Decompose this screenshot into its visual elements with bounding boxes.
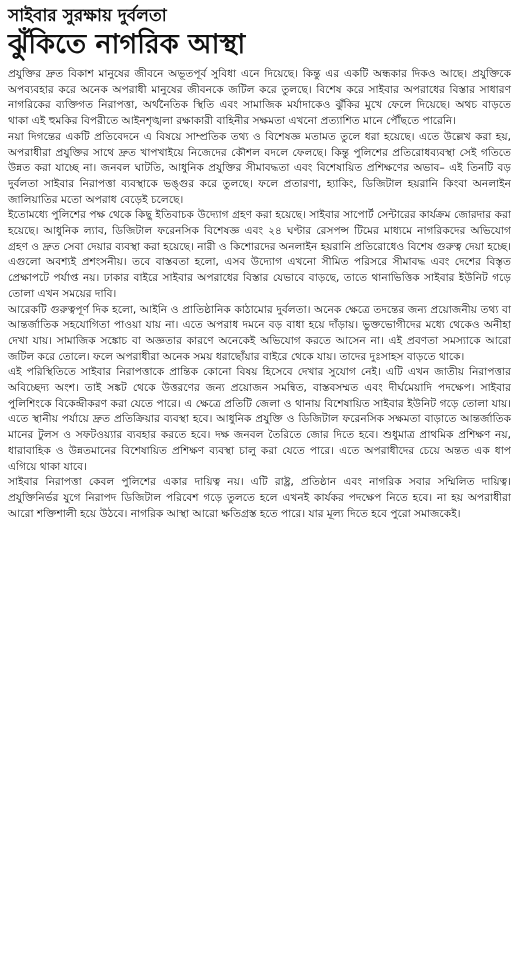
article-paragraph: প্রযুক্তির দ্রুত বিকাশ মানুষের জীবনে অভূতপূর্ব সুবিধা এনে দিয়েছে। কিন্তু এর একটি অন্ধকার দিকও আছে। প্রযুক্তিকে অপব্যবহার করে অনেক অপরাধী মানুষের জীবনকে জটিল করে তুলছে। বিশেষ করে সাইবার অপরাধের বিস্তার সাধারণ নাগরিকের ব্যক্তিগত নিরাপত্তা, অর্থনৈতিক স্থিতি এবং সামাজিক মর্যাদাকেও ঝুঁকির মুখে ফেলে দিয়েছে। অথচ বাড়তে থাকা এই হুমকির বিপরীতে আইনশৃঙ্খলা রক্ষাকারী বাহিনীর সক্ষমতা এখনো প্রত্যাশিত মানে পৌঁছতে পারেনি।: [8, 68, 511, 128]
article-body: [8, 67, 511, 522]
article-paragraph: এই পরিস্থিতিতে সাইবার নিরাপত্তাকে প্রান্তিক কোনো বিষয় হিসেবে দেখার সুযোগ নেই। এটি এখন জাতীয় নিরাপত্তার অবিচ্ছেদ্য অংশ। তাই সঙ্কট থেকে উত্তরণের জন্য প্রয়োজন সমন্বিত, বাস্তবসম্মত এবং দীর্ঘমেয়াদি পদক্ষেপ। সাইবার পুলিশিংকে বিকেন্দ্রীকরণ করা যেতে পারে। এ ক্ষেত্রে প্রতিটি জেলা ও থানায় বিশেষায়িত সাইবার ইউনিট গড়ে তোলা যায়। এতে স্থানীয় পর্যায়ে দ্রুত প্রতিক্রিয়ার ব্যবস্থা হবে। আধুনিক প্রযুক্তি ও ডিজিটাল ফরেনসিক সক্ষমতা বাড়াতে আন্তর্জাতিক মানের টুলস ও সফটওয়্যার ব্যবহার করতে হবে। দক্ষ জনবল তৈরিতে জোর দিতে হবে। শুধুমাত্র প্রাথমিক প্রশিক্ষণ নয়, ধারাবাহিক ও উন্নতমানের বিশেষায়িত প্রশিক্ষণ ব্যবস্থা চালু করা যেতে পারে। এতে অপরাধীদের চেয়ে অন্তত এক ধাপ এগিয়ে থাকা যাবে।: [8, 366, 511, 473]
article-headline: ঝুঁকিতে নাগরিক আস্থা: [8, 29, 246, 60]
article-paragraph: নয়া দিগন্তের একটি প্রতিবেদনে এ বিষয়ে সাম্প্রতিক তথ্য ও বিশেষজ্ঞ মতামত তুলে ধরা হয়েছে। এতে উল্লেখ করা হয়, অপরাধীরা প্রযুক্তির সাথে দ্রুত খাপখাইয়ে নিজেদের কৌশল বদলে ফেলছে। কিন্তু পুলিশের প্রতিরোধব্যবস্থা সেই গতিতে উন্নত করা যাচ্ছে না। জনবল ঘাটতি, আধুনিক প্রযুক্তির সীমাবদ্ধতা এবং বিশেষায়িত প্রশিক্ষণের অভাব– এই তিনটি বড় দুর্বলতা সাইবার নিরাপত্তা ব্যবস্থাকে ভঙ্গুর করে তুলছে। ফলে প্রতারণা, হ্যাকিং, ডিজিটাল হয়রানি কিংবা অনলাইন জালিয়াতির মতো অপরাধ বেড়েই চলেছে।: [8, 130, 511, 206]
article-paragraph: ইতোমধ্যে পুলিশের পক্ষ থেকে কিছু ইতিবাচক উদ্যোগ গ্রহণ করা হয়েছে। সাইবার সাপোর্ট সেন্টারের কার্যক্রম জোরদার করা হয়েছে। আধুনিক ল্যাব, ডিজিটাল ফরেনসিক বিশেষজ্ঞ এবং ২৪ ঘণ্টার রেসপন্স টিমের মাধ্যমে নাগরিকদের অভিযোগ গ্রহণ ও দ্রুত সেবা দেয়ার ব্যবস্থা করা হয়েছে। নারী ও কিশোরদের অনলাইন হয়রানি প্রতিরোধেও বিশেষ গুরুত্ব দেয়া হচ্ছে। এগুলো অবশ্যই প্রশংসনীয়। তবে বাস্তবতা হলো, এসব উদ্যোগ এখনো সীমিত পরিসরে সীমাবদ্ধ এবং দেশের বিস্তৃত প্রেক্ষাপটে পর্যাপ্ত নয়। ঢাকার বাইরে সাইবার অপরাধের বিস্তার যেভাবে বাড়ছে, তাতে থানাভিত্তিক সাইবার ইউনিট গড়ে তোলা এখন সময়ের দাবি।: [8, 209, 511, 300]
article-kicker: সাইবার সুরক্ষায় দুর্বলতা: [8, 6, 167, 26]
article-paragraph: আরেকটি গুরুত্বপূর্ণ দিক হলো, আইনি ও প্রাতিষ্ঠানিক কাঠামোর দুর্বলতা। অনেক ক্ষেত্রে তদন্তের জন্য প্রয়োজনীয় তথ্য বা আন্তর্জাতিক সহযোগিতা পাওয়া যায় না। এতে অপরাধ দমনে বড় বাধা হয়ে দাঁড়ায়। ভুক্তভোগীদের মধ্যে থেকেও অনীহা দেখা যায়। সামাজিক সঙ্কোচ বা অজ্ঞতার কারণে অনেকেই অভিযোগ করতে আসেন না। এই প্রবণতা সমস্যাকে আরো জটিল করে তোলে। ফলে অপরাধীরা অনেক সময় ধরাছোঁয়ার বাইরে থেকে যায়। তাদের দুঃসাহস বাড়তে থাকে।: [8, 303, 511, 363]
article-paragraph: সাইবার নিরাপত্তা কেবল পুলিশের একার দায়িত্ব নয়। এটি রাষ্ট্র, প্রতিষ্ঠান এবং নাগরিক সবার সম্মিলিত দায়িত্ব। প্রযুক্তিনির্ভর যুগে নিরাপদ ডিজিটাল পরিবেশ গড়ে তুলতে হলে এখনই কার্যকর পদক্ষেপ নিতে হবে। না হয় অপরাধীরা আরো শক্তিশালী হয়ে উঠবে। নাগরিক আস্থা আরো ক্ষতিগ্রস্ত হতে পারে। যার মূল্য দিতে হবে পুরো সমাজকেই।: [8, 476, 511, 520]
